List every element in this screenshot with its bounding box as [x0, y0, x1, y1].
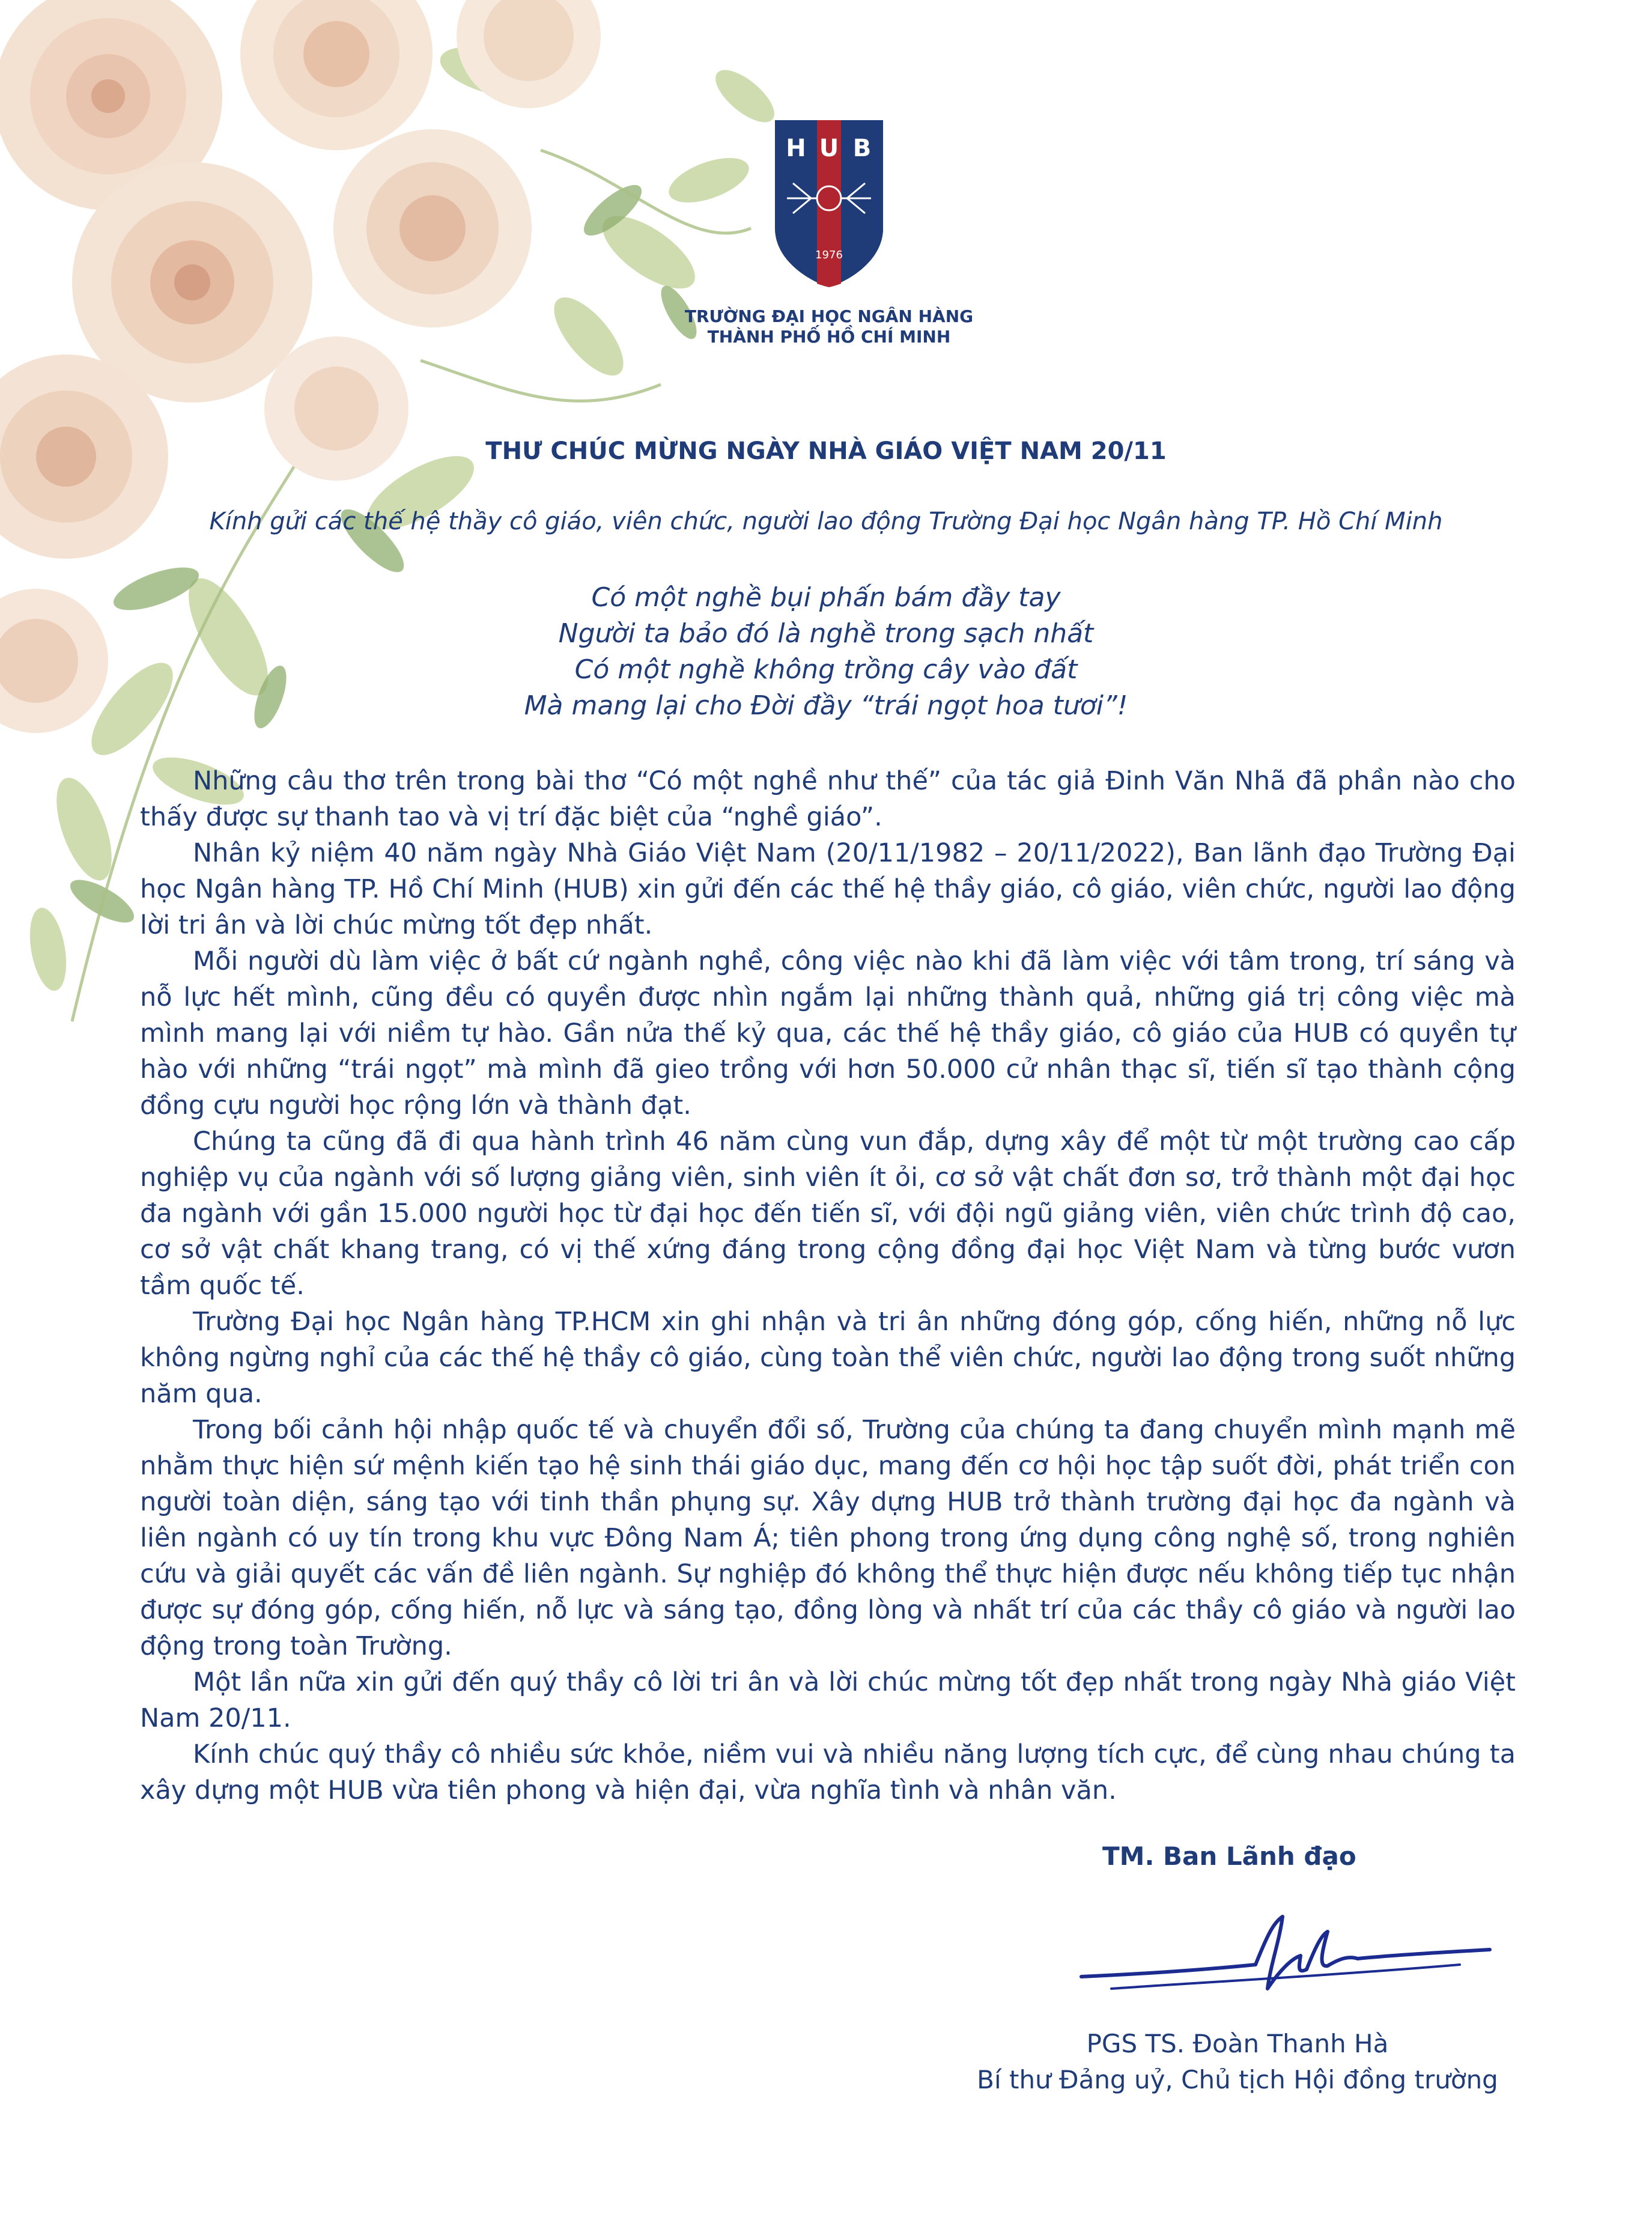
logo-year: 1976 [815, 249, 843, 261]
logo-letter-u: U [819, 135, 839, 162]
paragraph: Chúng ta cũng đã đi qua hành trình 46 năm cùng vun đắp, dựng xây để một từ một trường cao cấp nghiệp vụ của ngành với số lượng giảng viên, sinh viên ít ỏi, cơ sở vật chất đơn sơ, trở thành một đại học đa ngành với gần 15.000 người học từ đại học đến tiến sĩ, với đội ngũ giảng viên, viên chức trình độ cao, cơ sở vật chất khang trang, có vị thế xứng đáng trong cộng đồng đại học Việt Nam và từng bước vươn tầm quốc tế. [140, 1127, 1516, 1301]
institution-line-2: THÀNH PHỐ HỒ CHÍ MINH [707, 327, 951, 347]
logo-letter-h: H [786, 135, 806, 162]
signer-name: PGS TS. Đoàn Thanh Hà [1086, 2029, 1389, 2058]
signer-position: Bí thư Đảng uỷ, Chủ tịch Hội đồng trường [977, 2065, 1498, 2094]
paragraph: Những câu thơ trên trong bài thơ “Có một nghề như thế” của tác giả Đinh Văn Nhã đã phần nào cho thấy được sự thanh tao và vị trí đặc biệt của “nghề giáo”. [140, 766, 1516, 832]
paragraph: Kính chúc quý thầy cô nhiều sức khỏe, niềm vui và nhiều năng lượng tích cực, để cùng nhau chúng ta xây dựng một HUB vừa tiên phong và hiện đại, vừa nghĩa tình và nhân văn. [140, 1739, 1516, 1805]
poem-line: Người ta bảo đó là nghề trong sạch nhất [558, 618, 1094, 649]
paragraph: Trong bối cảnh hội nhập quốc tế và chuyển đổi số, Trường của chúng ta đang chuyển mình mạnh mẽ nhằm thực hiện sứ mệnh kiến tạo hệ sinh thái giáo dục, mang đến cơ hội học tập suốt đời, phát triển con người toàn diện, sáng tạo với tinh thần phụng sự. Xây dựng HUB trở thành trường đại học đa ngành và liên ngành có uy tín trong khu vực Đông Nam Á; tiên phong trong ứng dụng công nghệ số, trong nghiên cứu và giải quyết các vấn đề liên ngành. Sự nghiệp đó không thể thực hiện được nếu không tiếp tục nhận được sự đóng góp, cống hiến, nỗ lực và sáng tạo, đồng lòng và nhất trí của các thầy cô giáo và người lao động trong toàn Trường. [140, 1415, 1516, 1661]
paragraph: Một lần nữa xin gửi đến quý thầy cô lời tri ân và lời chúc mừng tốt đẹp nhất trong ngày Nhà giáo Việt Nam 20/11. [140, 1667, 1516, 1733]
letter-body [140, 763, 1516, 1808]
paragraph: Mỗi người dù làm việc ở bất cứ ngành nghề, công việc nào khi đã làm việc với tâm trong, trí sáng và nỗ lực hết mình, cũng đều có quyền được nhìn ngắm lại những thành quả, những giá trị công việc mà mình mang lại với niềm tự hào. Gần nửa thế kỷ qua, các thế hệ thầy giáo, cô giáo của HUB có quyền tự hào với những “trái ngọt” mà mình đã gieo trồng với hơn 50.000 cử nhân thạc sĩ, tiến sĩ tạo thành cộng đồng cựu người học rộng lớn và thành đạt. [140, 946, 1516, 1121]
paragraph: Nhân kỷ niệm 40 năm ngày Nhà Giáo Việt Nam (20/11/1982 – 20/11/2022), Ban lãnh đạo Trường Đại học Ngân hàng TP. Hồ Chí Minh (HUB) xin gửi đến các thế hệ thầy giáo, cô giáo, viên chức, người lao động lời tri ân và lời chúc mừng tốt đẹp nhất. [140, 838, 1516, 940]
signer-block [949, 2026, 1526, 2098]
poem-line: Có một nghề không trồng cây vào đất [574, 654, 1078, 685]
letter-title: THƯ CHÚC MỪNG NGÀY NHÀ GIÁO VIỆT NAM 20/11 [485, 437, 1167, 465]
paragraph: Trường Đại học Ngân hàng TP.HCM xin ghi nhận và tri ân những đóng góp, cống hiến, những nỗ lực không ngừng nghỉ của các thế hệ thầy cô giáo, cùng toàn thể viên chức, người lao động trong suốt những năm qua. [140, 1307, 1516, 1409]
handwritten-signature [1075, 1899, 1496, 2007]
logo-letter-b: B [852, 135, 872, 162]
poem-line: Mà mang lại cho Đời đầy “trái ngọt hoa tươi”! [524, 690, 1128, 721]
institution-name [625, 306, 1033, 347]
hub-logo [769, 108, 889, 288]
poem [0, 580, 1652, 724]
institution-line-1: TRƯỜNG ĐẠI HỌC NGÂN HÀNG [684, 306, 974, 326]
signature-role: TM. Ban Lãnh đạo [1102, 1841, 1356, 1871]
salutation: Kính gửi các thế hệ thầy cô giáo, viên chức, người lao động Trường Đại học Ngân hàng TP. Hồ Chí Minh [209, 508, 1443, 535]
poem-line: Có một nghề bụi phấn bám đầy tay [591, 582, 1061, 613]
